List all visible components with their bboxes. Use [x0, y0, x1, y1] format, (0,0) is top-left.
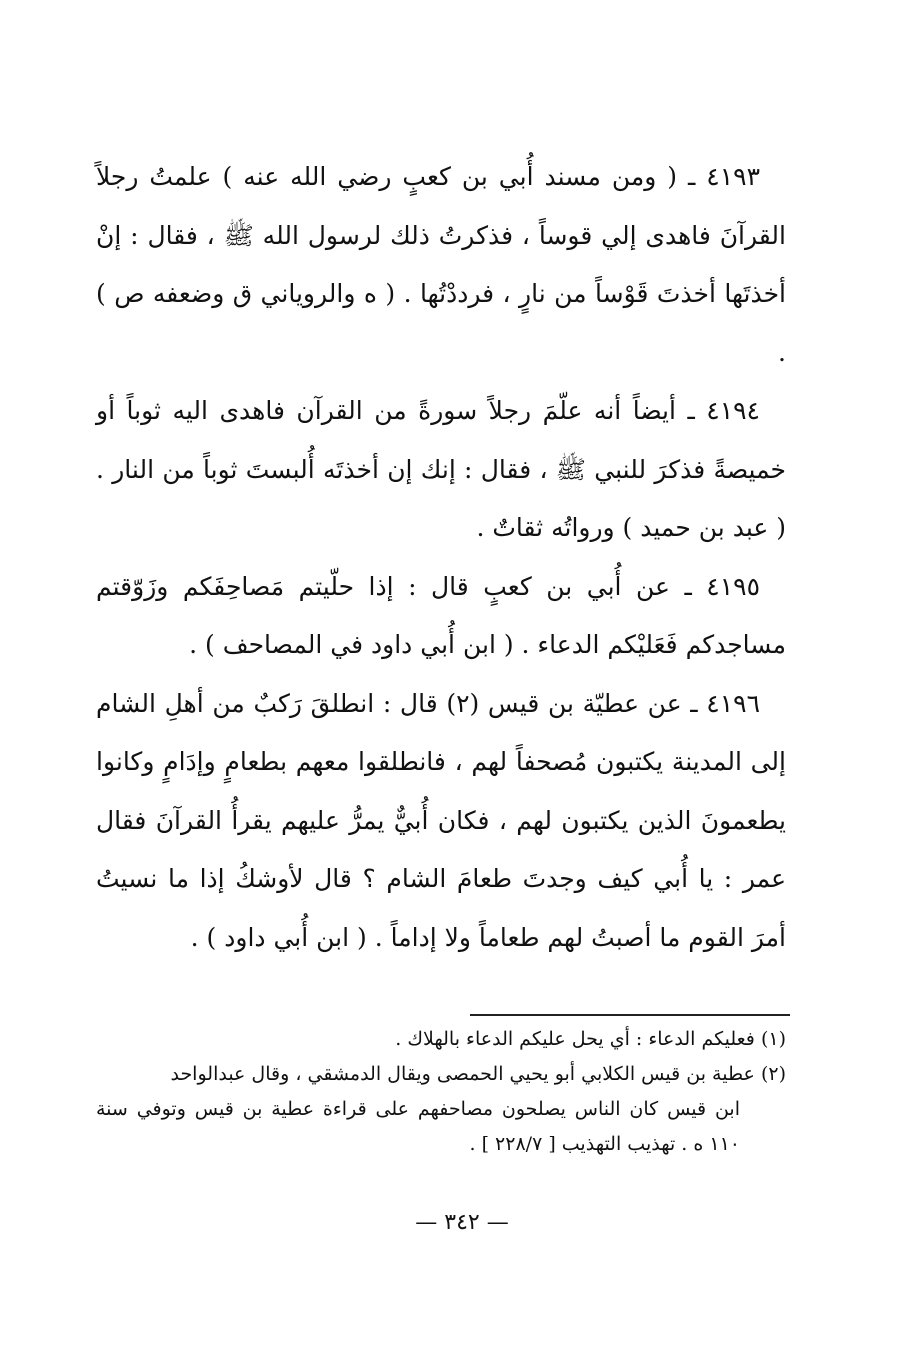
hadith-text: ـ أيضاً أنه علّمَ رجلاً سورةً من القرآن فاهدى اليه ثوباً أو خميصةً فذكرَ للنبي ﷺ ، فقال : إنك إن أخذتَه أُلبستَ ثوباً من النار . ( عبد بن حميد ) ورواتُه ثقاتٌ .: [96, 396, 786, 542]
hadith-entry-4193: [96, 148, 786, 382]
hadith-entry-4196: [96, 675, 786, 968]
main-text-body: [96, 148, 786, 967]
hadith-number: ٤١٩٣: [706, 162, 761, 191]
footnote-1: [96, 1022, 786, 1057]
footnote-marker: (١): [760, 1028, 786, 1050]
footnotes: [96, 1022, 786, 1162]
footnote-marker: (٢): [760, 1063, 786, 1085]
hadith-number: ٤١٩٤: [706, 396, 760, 425]
footnote-separator: [470, 1014, 790, 1016]
page-number: — ٣٤٢ —: [415, 1210, 509, 1235]
hadith-entry-4195: [96, 558, 786, 675]
hadith-text: ـ عن أُبي بن كعبٍ قال : إذا حلّيتم مَصاحِفَكم وزَوّقتم مساجدكم فَعَليْكم الدعاء . ( ابن أُبي داود في المصاحف ) .: [96, 571, 786, 659]
footnote-2: [96, 1057, 786, 1162]
hadith-number: ٤١٩٥: [706, 571, 761, 601]
hadith-text: ـ عن عطيّة بن قيس (٢) قال : انطلقَ رَكبٌ من أهلِ الشام إلى المدينة يكتبون مُصحفاً لهم ، فانطلقوا معهم بطعامٍ وإدَامٍ وكانوا يطعمونَ الذين يكتبون لهم ، فكان أُبيٌّ يمرُّ عليهم يقرأُ القرآنَ فقال عمر : يا أُبي كيف وجدتَ طعامَ الشام ؟ قال لأوشكُ إذا ما نسيتُ أمرَ القوم ما أصبتُ لهم طعاماً ولا إداماً . ( ابن أُبي داود ) .: [96, 688, 786, 952]
footnote-text: فعليكم الدعاء : أي يحل عليكم الدعاء بالهلاك .: [395, 1028, 755, 1050]
footnote-continuation: ابن قيس كان الناس يصلحون مصاحفهم على قراءة عطية بن قيس وتوفي سنة ١١٠ ه . تهذيب التهذيب [ ٢٢٨/٧ ] .: [96, 1098, 740, 1155]
footnote-text: عطية بن قيس الكلابي أبو يحيي الحمصى ويقال الدمشقي ، وقال عبدالواحد: [170, 1063, 755, 1085]
hadith-entry-4194: [96, 382, 786, 558]
hadith-text: ـ ( ومن مسند أُبي بن كعبٍ رضي الله عنه ) علمتُ رجلاً القرآنَ فاهدى إلي قوساً ، فذكرتُ ذلك لرسول الله ﷺ ، فقال : إنْ أخذتَها أخذتَ قَوْساً من نارٍ ، فرددْتُها . ( ه والروياني ق وضعفه ص ) .: [96, 162, 786, 367]
hadith-number: ٤١٩٦: [706, 688, 760, 718]
